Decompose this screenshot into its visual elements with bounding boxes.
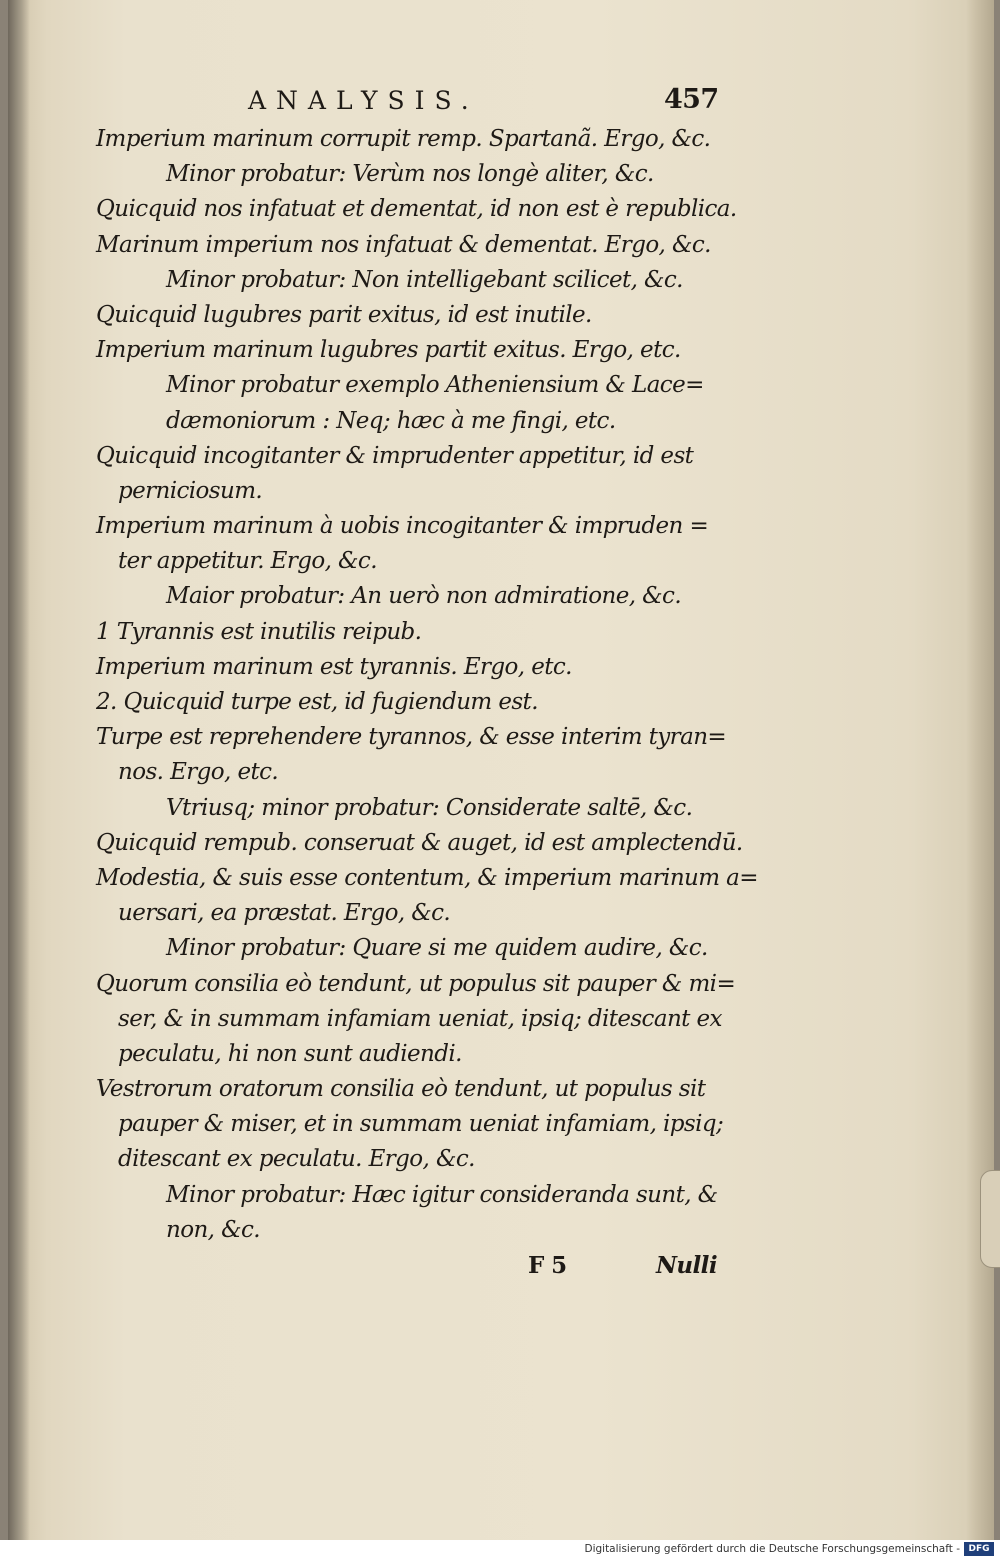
page-number: 457 (664, 84, 719, 115)
text-line: Minor probatur exemplo Atheniensium & Lace= (166, 372, 704, 399)
text-line: uersari, ea præstat. Ergo, &c. (118, 900, 451, 927)
text-line: Imperium marinum lugubres partit exitus. Ergo, etc. (96, 337, 681, 364)
text-line: ditescant ex peculatu. Ergo, &c. (118, 1146, 475, 1173)
text-line: Quicquid incogitanter & imprudenter appetitur, id est (96, 442, 694, 469)
book-gutter (8, 0, 30, 1540)
text-line: Minor probatur: Non intelligebant scilicet, &c. (166, 266, 683, 293)
page-tab-mark (980, 1170, 1000, 1268)
text-line: Minor probatur: Verùm nos longè aliter, &c. (166, 161, 654, 188)
text-line: Modestia, & suis esse contentum, & imperium marinum a= (96, 864, 758, 891)
text-lines (96, 122, 758, 1248)
page-footer (96, 1248, 736, 1288)
text-line: Quorum consilia eò tendunt, ut populus sit pauper & mi= (96, 970, 736, 997)
text-line: Maior probatur: An uerò non admiratione, &c. (166, 583, 682, 610)
running-title: ANALYSIS. (248, 86, 479, 115)
credit-text: Digitalisierung gefördert durch die Deutsche Forschungsgemeinschaft - (584, 1543, 960, 1555)
credit-bar (0, 1540, 1000, 1559)
book-page (8, 0, 986, 1540)
page-edge (966, 0, 994, 1540)
text-line: Imperium marinum à uobis incogitanter & impruden = (96, 513, 709, 540)
text-line: ser, & in summam infamiam ueniat, ipsiq; ditescant ex (118, 1005, 722, 1032)
text-line: Minor probatur: Quare si me quidem audire, &c. (166, 935, 708, 962)
text-block (96, 82, 758, 1288)
text-line: Vestrorum oratorum consilia eò tendunt, ut populus sit (96, 1076, 706, 1103)
text-line: nos. Ergo, etc. (118, 759, 279, 786)
text-line: Minor probatur: Hæc igitur consideranda sunt, & (166, 1181, 718, 1208)
text-line: Marinum imperium nos infatuat & dementat. Ergo, &c. (96, 231, 711, 258)
signature-mark: F 5 (528, 1252, 567, 1279)
text-line: 2. Quicquid turpe est, id fugiendum est. (96, 689, 538, 715)
text-line: Quicquid lugubres parit exitus, id est inutile. (96, 301, 592, 328)
text-line: dæmoniorum : Neq; hæc à me fingi, etc. (166, 407, 616, 434)
page-header (96, 82, 736, 122)
text-line: Quicquid nos infatuat et dementat, id non est è republica. (96, 196, 737, 223)
text-line: peculatu, hi non sunt audiendi. (118, 1040, 462, 1067)
text-line: pauper & miser, et in summam ueniat infamiam, ipsiq; (118, 1111, 724, 1138)
text-line: perniciosum. (118, 477, 263, 504)
text-line: 1 Tyrannis est inutilis reipub. (96, 618, 422, 645)
catchword: Nulli (656, 1252, 717, 1279)
text-line: Imperium marinum est tyrannis. Ergo, etc. (96, 653, 572, 680)
text-line: non, &c. (166, 1216, 260, 1243)
text-line: ter appetitur. Ergo, &c. (118, 548, 377, 575)
text-line: Quicquid rempub. conseruat & auget, id est amplectendū. (96, 829, 743, 856)
text-line: Imperium marinum corrupit remp. Spartanã. Ergo, &c. (96, 126, 711, 152)
text-line: Vtriusq; minor probatur: Considerate saltē, &c. (166, 794, 693, 821)
dfg-logo: DFG (964, 1542, 994, 1556)
text-line: Turpe est reprehendere tyrannos, & esse interim tyran= (96, 724, 727, 751)
